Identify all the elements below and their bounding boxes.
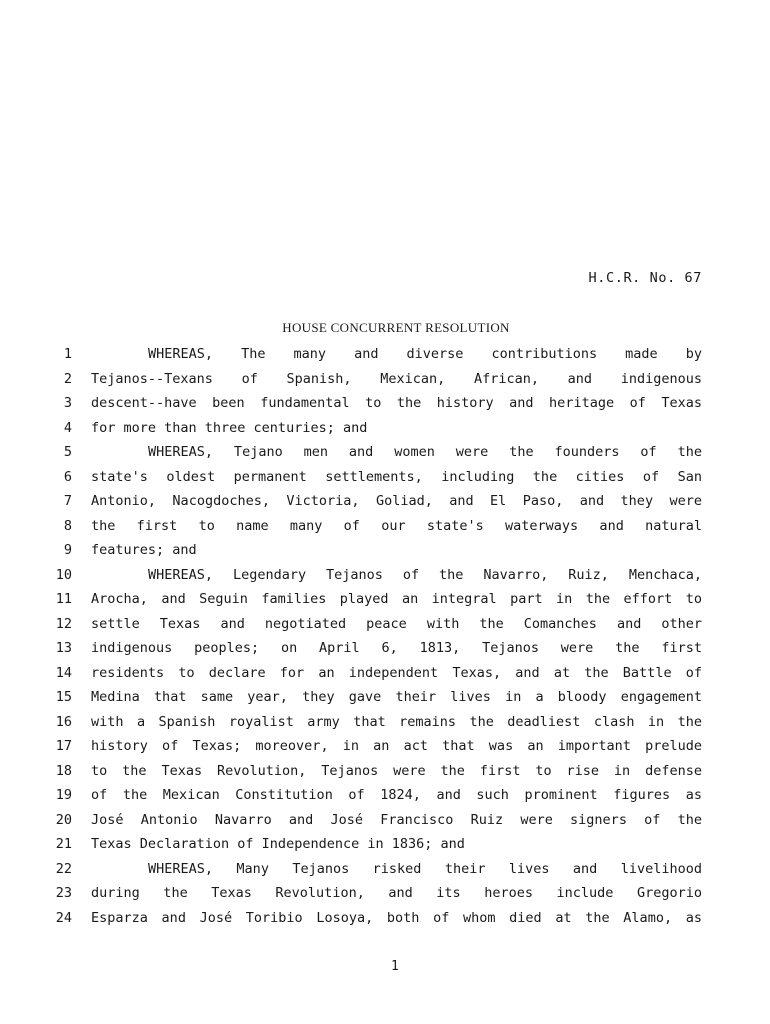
resolution-body <box>0 342 770 930</box>
resolution-title: HOUSE CONCURRENT RESOLUTION <box>282 320 510 335</box>
line-text: WHEREAS, Tejano men and women were the founders of the <box>148 444 702 460</box>
text-line <box>0 538 770 563</box>
line-number: 6 <box>63 468 72 485</box>
line-text: descent--have been fundamental to the history and heritage of Texas <box>91 395 702 411</box>
line-number: 5 <box>63 444 72 460</box>
line-text: settle Texas and negotiated peace with the Comanches and other <box>91 615 702 632</box>
text-line <box>0 514 770 539</box>
text-line <box>0 710 770 735</box>
line-number: 15 <box>55 689 72 705</box>
line-number: 21 <box>55 836 72 852</box>
text-line <box>0 391 770 416</box>
line-text: Tejanos--Texans of Spanish, Mexican, African, and indigenous <box>91 370 702 387</box>
line-text: José Antonio Navarro and José Francisco Ruiz were signers of the <box>91 811 702 828</box>
line-number: 3 <box>63 395 72 411</box>
text-line <box>0 783 770 808</box>
text-line <box>0 759 770 784</box>
line-text: features; and <box>91 542 197 558</box>
line-text: state's oldest permanent settlements, including the cities of San <box>91 468 702 485</box>
text-line <box>0 367 770 392</box>
text-line <box>0 906 770 931</box>
text-line <box>0 832 770 857</box>
text-line <box>0 661 770 686</box>
bill-number: H.C.R. No. 67 <box>588 270 702 286</box>
line-number: 24 <box>55 909 72 926</box>
line-text: WHEREAS, Many Tejanos risked their lives and livelihood <box>148 860 702 877</box>
line-text: WHEREAS, Legendary Tejanos of the Navarro, Ruiz, Menchaca, <box>148 566 702 583</box>
line-number: 16 <box>55 713 72 730</box>
line-number: 10 <box>55 566 72 583</box>
line-text: of the Mexican Constitution of 1824, and such prominent figures as <box>91 787 702 803</box>
text-line <box>0 563 770 588</box>
line-number: 8 <box>63 517 72 534</box>
line-text: Esparza and José Toribio Losoya, both of whom died at the Alamo, as <box>91 909 702 926</box>
line-number: 23 <box>55 885 72 901</box>
line-number: 14 <box>55 664 72 681</box>
text-line <box>0 685 770 710</box>
line-text: with a Spanish royalist army that remains the deadliest clash in the <box>91 713 702 730</box>
text-line <box>0 465 770 490</box>
text-line <box>0 416 770 441</box>
line-number: 22 <box>55 860 72 877</box>
line-text: Arocha, and Seguin families played an integral part in the effort to <box>91 591 702 607</box>
line-number: 19 <box>55 787 72 803</box>
line-text: the first to name many of our state's waterways and natural <box>91 517 702 534</box>
line-text: Antonio, Nacogdoches, Victoria, Goliad, and El Paso, and they were <box>91 493 702 509</box>
line-number: 20 <box>55 811 72 828</box>
line-text: indigenous peoples; on April 6, 1813, Tejanos were the first <box>91 640 702 656</box>
line-number: 11 <box>55 591 72 607</box>
line-number: 7 <box>63 493 72 509</box>
line-text: Texas Declaration of Independence in 1836; and <box>91 836 465 852</box>
line-text: history of Texas; moreover, in an act that was an important prelude <box>91 738 702 754</box>
text-line <box>0 342 770 367</box>
line-number: 17 <box>55 738 72 754</box>
line-number: 1 <box>63 346 72 362</box>
page-number: 1 <box>391 959 399 974</box>
text-line <box>0 587 770 612</box>
text-line <box>0 636 770 661</box>
line-text: WHEREAS, The many and diverse contributions made by <box>148 346 702 362</box>
line-text: for more than three centuries; and <box>91 419 368 436</box>
line-number: 9 <box>63 542 72 558</box>
text-line <box>0 881 770 906</box>
line-number: 13 <box>55 640 72 656</box>
line-text: during the Texas Revolution, and its heroes include Gregorio <box>91 885 702 901</box>
line-text: Medina that same year, they gave their lives in a bloody engagement <box>91 689 702 705</box>
line-number: 12 <box>55 615 72 632</box>
text-line <box>0 440 770 465</box>
text-line <box>0 808 770 833</box>
text-line <box>0 612 770 637</box>
text-line <box>0 734 770 759</box>
line-number: 2 <box>63 370 72 387</box>
line-text: to the Texas Revolution, Tejanos were the first to rise in defense <box>91 762 702 779</box>
line-number: 4 <box>63 419 72 436</box>
line-number: 18 <box>55 762 72 779</box>
text-line <box>0 857 770 882</box>
line-text: residents to declare for an independent Texas, and at the Battle of <box>91 664 702 681</box>
text-line <box>0 489 770 514</box>
